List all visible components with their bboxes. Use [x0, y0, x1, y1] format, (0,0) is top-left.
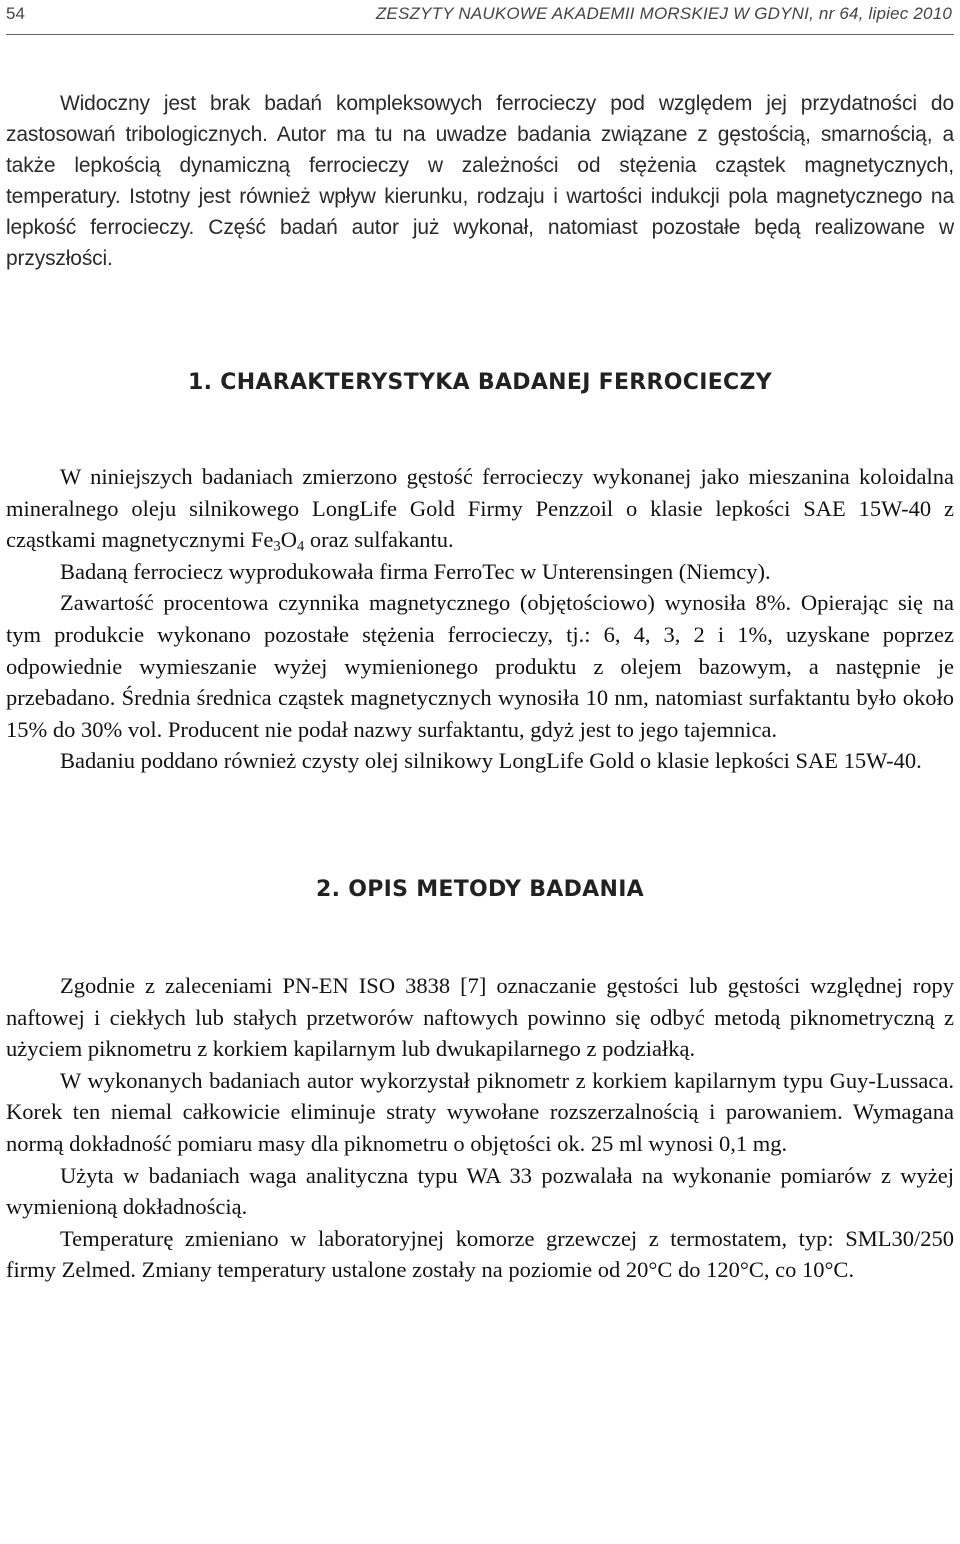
- s1p1-sub-4: 4: [296, 538, 305, 555]
- section-2-paragraph-4: Temperaturę zmieniano w laboratoryjnej komorze grzewczej z termostatem, typ: SML30/250 firmy Zelmed. Zmiany temperatury ustalone zostały na poziomie od 20°C do 120°C, co 10°C.: [6, 1225, 954, 1283]
- page-content: [6, 88, 954, 1286]
- section-1-paragraph-4: Badaniu poddano również czysty olej silnikowy LongLife Gold o klasie lepkości SAE 15W-40.: [60, 748, 922, 774]
- intro-paragraph: Widoczny jest brak badań kompleksowych ferrocieczy pod względem jej przydatności do zastosowań tribologicznych. Autor ma tu na uwadze badania związane z gęstością, smarnością, a także lepkością dynamiczną ferrocieczy w zależności od stężenia cząstek magnetycznych, temperatury. Istotny jest również wpływ kierunku, rodzaju i wartości indukcji pola magnetycznego na lepkość ferrocieczy. Część badań autor już wykonał, natomiast pozostałe będą realizowane w przyszłości.: [6, 92, 954, 270]
- section-1-paragraph-1: [6, 461, 954, 556]
- journal-title: ZESZYTY NAUKOWE AKADEMII MORSKIEJ W GDYNI, nr 64, lipiec 2010: [375, 4, 952, 23]
- page-number: 54: [6, 4, 25, 23]
- s1p1-text-a: W niniejszych badaniach zmierzono gęstość ferrocieczy wykonanej jako mieszanina koloidalna mineralnego oleju silnikowego LongLife Gold Firmy Penzzoil o klasie lepkości SAE 15W-40 z cząstkami magnetycznymi Fe: [6, 464, 954, 553]
- s1p1-text-o: O: [280, 527, 297, 553]
- section-2-paragraph-1: Zgodnie z zaleceniami PN-EN ISO 3838 [7] oznaczanie gęstości lub gęstości względnej ropy naftowej i ciekłych lub stałych przetworów naftowych powinno się odbyć metodą piknometryczną z użyciem piknometru z korkiem kapilarnym lub dwukapilarnego z podziałką.: [6, 972, 954, 1062]
- section-1-paragraph-3: Zawartość procentowa czynnika magnetycznego (objętościowo) wynosiła 8%. Opierając się na tym produkcie wykonano pozostałe stężenia ferrocieczy, tj.: 6, 4, 3, 2 i 1%, uzyskane poprzez odpowiednie wymieszanie wyżej wymienionego produktu z olejem bazowym, a następnie je przebadano. Średnia średnica cząstek magnetycznych wynosiła 10 nm, natomiast surfaktantu było około 15% do 30% vol. Producent nie podał nazwy surfaktantu, gdyż jest to jego tajemnica.: [6, 590, 954, 742]
- page-header: [6, 2, 954, 32]
- section-2-title: 2. OPIS METODY BADANIA: [315, 876, 645, 902]
- section-1-paragraph-2: Badaną ferrociecz wyprodukowała firma FerroTec w Unterensingen (Niemcy).: [60, 558, 771, 584]
- section-2-paragraph-3: Użyta w badaniach waga analityczna typu WA 33 pozwalała na wykonanie pomiarów z wyżej wymienioną dokładnością.: [6, 1162, 954, 1220]
- section-1-title: 1. CHARAKTERYSTYKA BADANEJ FERROCIECZY: [188, 370, 772, 395]
- header-divider: [6, 34, 954, 35]
- s1p1-sub-3: 3: [273, 538, 281, 555]
- section-2-paragraph-2: W wykonanych badaniach autor wykorzystał piknometr z korkiem kapilarnym typu Guy-Lussaca. Korek ten niemal całkowicie eliminuje straty wywołane rozszerzalnością i parowaniem. Wymagana normą dokładność pomiaru masy dla piknometru o objętości ok. 25 ml wynosi 0,1 mg.: [6, 1067, 954, 1156]
- s1p1-text-b: oraz sulfakantu.: [304, 527, 454, 553]
